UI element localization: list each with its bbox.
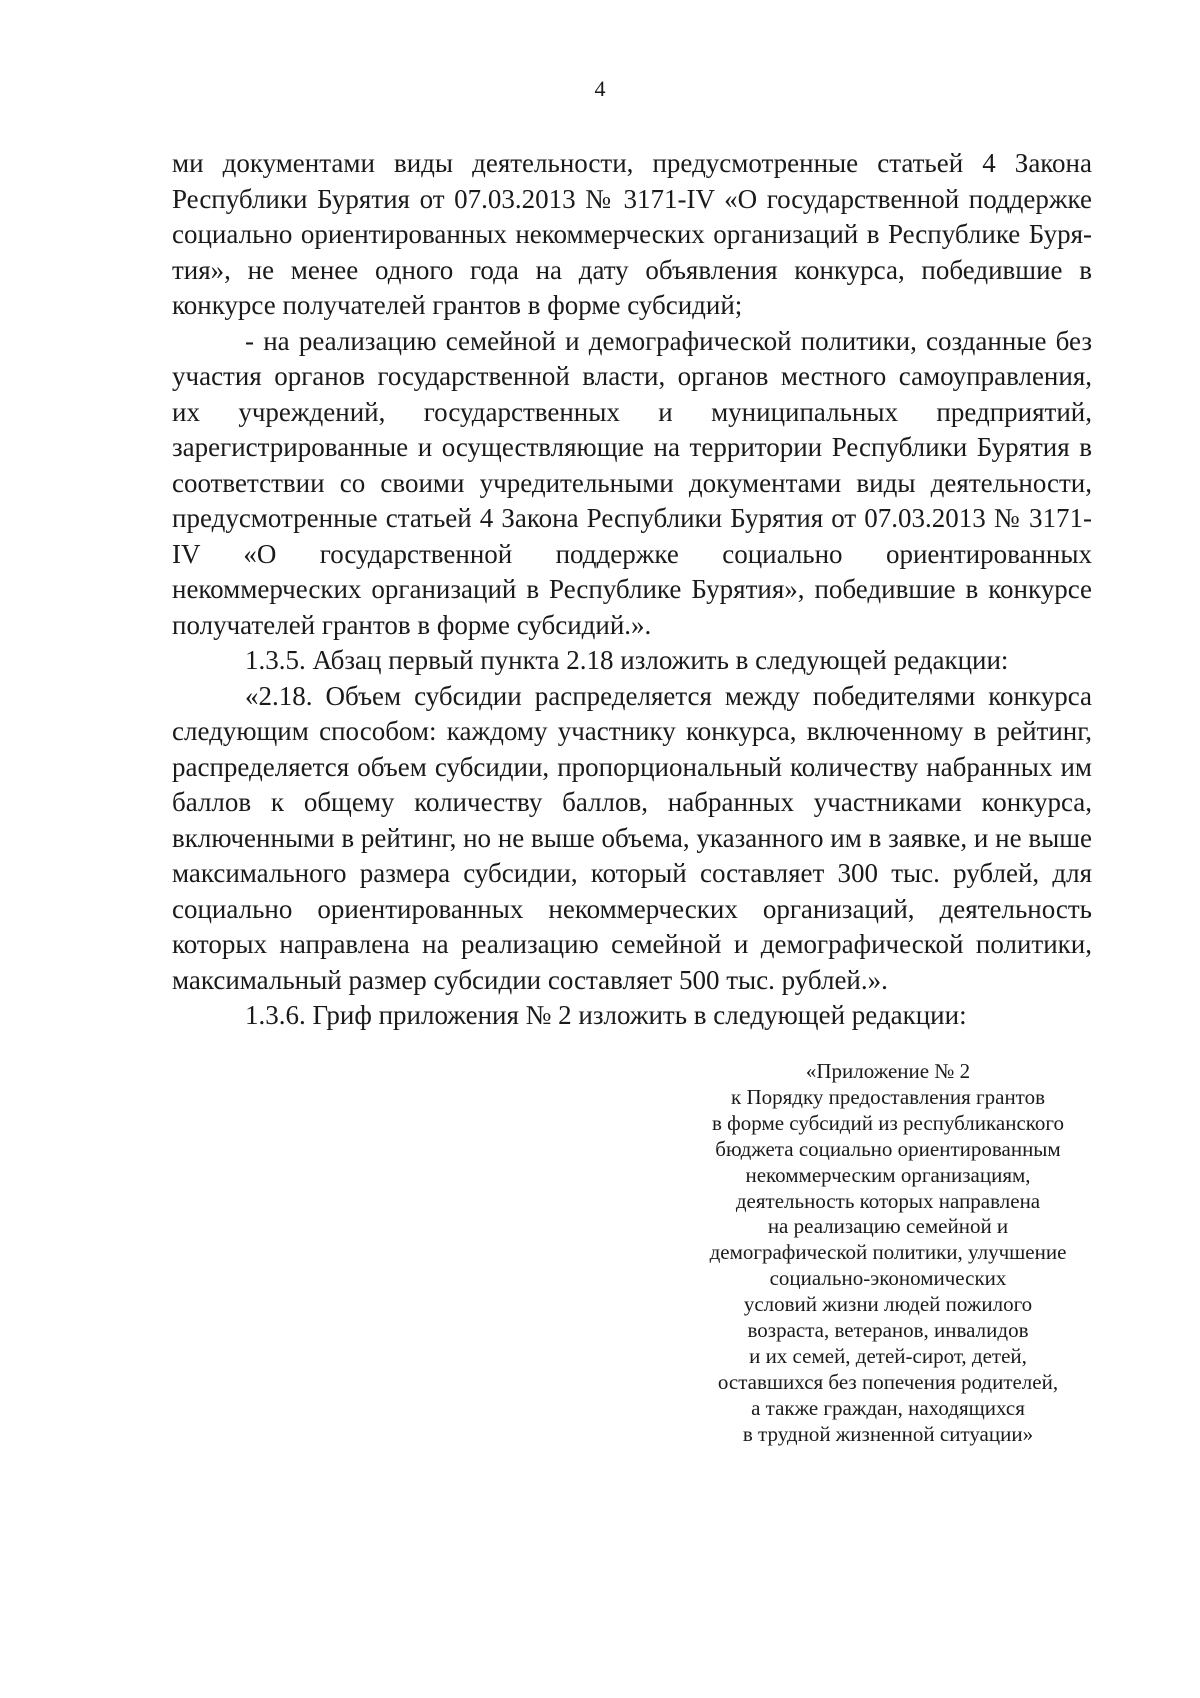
page-number: 4 bbox=[594, 76, 606, 101]
appendix-stamp-line: возраста, ветеранов, инвалидов bbox=[747, 1318, 1029, 1343]
appendix-stamp-line: к Порядку предоставления грантов bbox=[731, 1084, 1045, 1109]
paragraph-item-2-18: «2.18. Объем субсидии распределяется между победителями конкурса следующим способом: каждому участнику конкурса, включенному в рейтинг, распределяется объем субсидии, пропорциональный количеству набранных им баллов к общему количеству баллов, набранных участниками конкурса, включенными в рейтинг, но не выше объема, указанного им в заявке, и не выше максимального размера субсидии, который составляет 300 тыс. рублей, для социально ориентированных некоммерческих организаций, деятельность которых направлена на реализацию семейной и демографической политики, максимальный размер субсидии составляет 500 тыс. рублей.». bbox=[172, 680, 1092, 995]
appendix-stamp-line: демографической политики, улучшение bbox=[709, 1240, 1067, 1265]
paragraph-item-1-3-6: 1.3.6. Гриф приложения № 2 изложить в следующей редакции: bbox=[245, 1000, 967, 1030]
appendix-stamp-line: на реализацию семейной и bbox=[767, 1214, 1009, 1239]
appendix-stamp-line: условий жизни людей пожилого bbox=[743, 1292, 1033, 1317]
appendix-stamp-line: социально-экономических bbox=[769, 1266, 1007, 1291]
appendix-stamp-line: в трудной жизненной ситуации» bbox=[742, 1421, 1034, 1446]
appendix-stamp-line: деятельность которых направлена bbox=[735, 1188, 1041, 1213]
appendix-stamp-line: в форме субсидий из республиканского bbox=[711, 1110, 1065, 1135]
appendix-stamp-line: и их семей, детей-сирот, детей, bbox=[749, 1343, 1027, 1368]
appendix-stamp-line: а также граждан, находящихся bbox=[751, 1395, 1025, 1420]
paragraph-item-1-3-5: 1.3.5. Абзац первый пункта 2.18 изложить в следующей редакции: bbox=[245, 645, 1009, 675]
paragraph-continuation: ми документами виды деятельности, предусмотренные статьей 4 Закона Республики Бурятия от 07.03.2013 № 3171-IV «О государственной поддержке социально ориентированных некоммерческих организаций в Республике Бурятия», не менее одного года на дату объявления конкурса, победившие в конкурсе получателей грантов в форме субсидий; bbox=[172, 148, 1092, 320]
appendix-stamp-line: некоммерческим организациям, bbox=[745, 1162, 1031, 1187]
appendix-stamp-line: бюджета социально ориентированным bbox=[715, 1136, 1061, 1161]
document-body bbox=[172, 146, 1092, 1034]
paragraph-family-policy: - на реализацию семейной и демографической политики, созданные без участия органов государственной власти, органов местного самоуправления, их учреждений, государственных и муниципальных предприятий, зарегистрированные и осуществляющие на территории Республики Бурятия в соответствии со своими учредительными документами виды деятельности, предусмотренные статьей 4 Закона Республики Бурятия от 07.03.2013 № 3171-IV «О государственной поддержке социально ориентированных некоммерческих организаций в Республике Бурятия», победившие в конкурсе получателей грантов в форме субсидий.». bbox=[172, 325, 1092, 640]
appendix-stamp-line: оставшихся без попечения родителей, bbox=[717, 1369, 1059, 1394]
appendix-stamp bbox=[680, 1059, 1096, 1448]
appendix-stamp-line: «Приложение № 2 bbox=[805, 1059, 971, 1083]
